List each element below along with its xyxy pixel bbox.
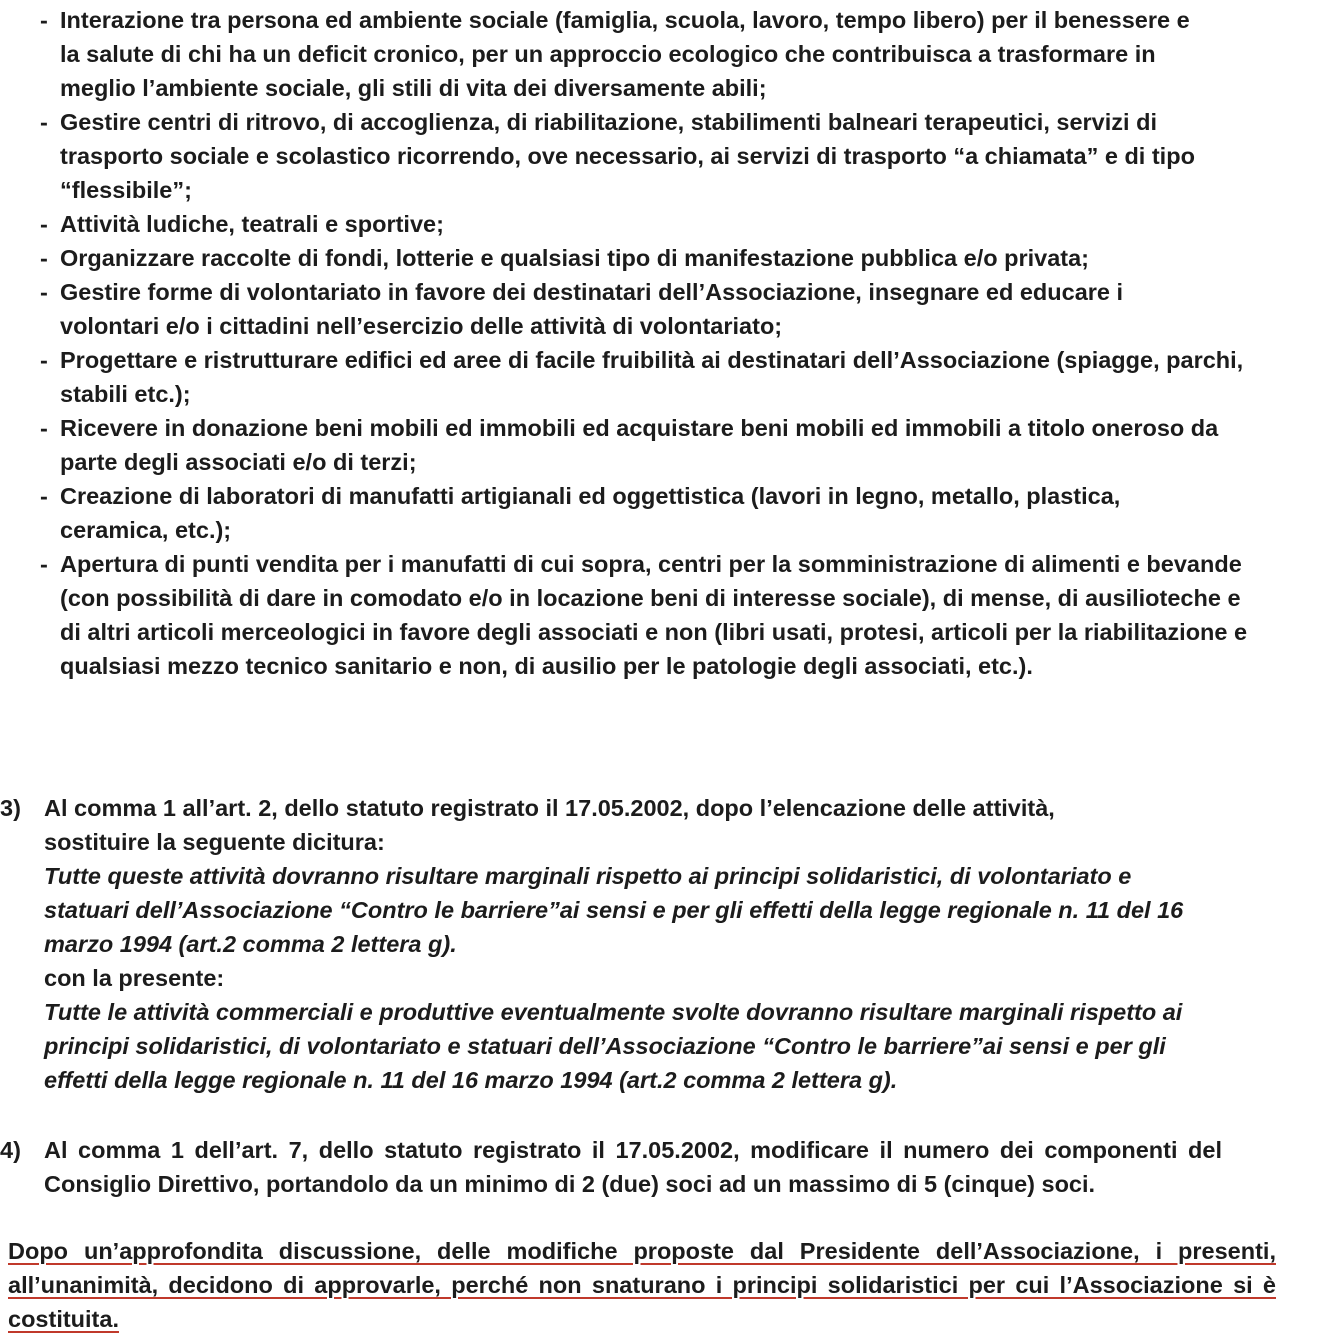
bullet-dash: - (40, 279, 48, 305)
list-item-text: Interazione tra persona ed ambiente sociale (famiglia, scuola, lavoro, tempo libero) per il benessere e la salute di chi ha un deficit cronico, per un approccio ecologico che contribuisca a trasformare in meglio l’ambiente sociale, gli stili di vita dei diversamente abili; (60, 7, 1190, 101)
bullet-dash: - (40, 7, 48, 33)
list-item-text: Progettare e ristrutturare edifici ed aree di facile fruibilità ai destinatari dell’Associazione (spiagge, parchi, stabili etc.); (60, 347, 1244, 407)
list-item-text: Ricevere in donazione beni mobili ed immobili ed acquistare beni mobili ed immobili a titolo oneroso da parte degli associati e/o di terzi; (60, 415, 1219, 475)
list-item (40, 241, 1190, 275)
item-3-intro: Al comma 1 all’art. 2, dello statuto registrato il 17.05.2002, dopo l’elencazione delle attività, sostituire la seguente dicitura: (44, 795, 1055, 855)
item-4-text: Al comma 1 dell’art. 7, dello statuto registrato il 17.05.2002, modificare il numero dei componenti del Consiglio Direttivo, portandolo da un minimo di 2 (due) soci ad un massimo di 5 (cinque) soci. (44, 1137, 1222, 1197)
item-3-new-text: Tutte le attività commerciali e produttive eventualmente svolte dovranno risultare marginali rispetto ai principi solidaristici, di volontariato e statuari dell’Associazione “Contro le barriere”ai sensi e per gli effetti della legge regionale n. 11 del 16 marzo 1994 (art.2 comma 2 lettera g). (44, 999, 1183, 1093)
bullet-dash: - (40, 109, 48, 135)
list-item-text: Organizzare raccolte di fondi, lotterie e qualsiasi tipo di manifestazione pubblica e/o privata; (60, 245, 1089, 271)
list-item-text: Creazione di laboratori di manufatti artigianali ed oggettistica (lavori in legno, metallo, plastica, ceramica, etc.); (60, 483, 1121, 543)
bullet-dash: - (40, 551, 48, 577)
list-item (40, 3, 1210, 105)
bullet-dash: - (40, 415, 48, 441)
list-item (40, 275, 1220, 343)
item-4-number: 4) (0, 1137, 21, 1163)
bullet-dash: - (40, 211, 48, 237)
bullet-dash: - (40, 483, 48, 509)
item-3 (0, 791, 1230, 1097)
item-3-connector: con la presente: (44, 965, 225, 991)
list-item (40, 207, 1240, 241)
bullet-dash: - (40, 347, 48, 373)
list-item (40, 479, 1210, 547)
item-3-old-text: Tutte queste attività dovranno risultare marginali rispetto ai principi solidaristici, di volontariato e statuari dell’Associazione “Contro le barriere”ai sensi e per gli effetti della legge regionale n. 11 del 16 marzo 1994 (art.2 comma 2 lettera g). (44, 863, 1184, 957)
activities-list (40, 3, 1248, 683)
list-item-text: Gestire forme di volontariato in favore dei destinatari dell’Associazione, insegnare ed educare i volontari e/o i cittadini nell’esercizio delle attività di volontariato; (60, 279, 1124, 339)
item-3-number: 3) (0, 795, 21, 821)
list-item-text: Gestire centri di ritrovo, di accoglienza, di riabilitazione, stabilimenti balneari terapeutici, servizi di trasporto sociale e scolastico ricorrendo, ove necessario, ai servizi di trasporto “a chiamata” e di tipo “flessibile”; (60, 109, 1195, 203)
conclusion-paragraph: Dopo un’approfondita discussione, delle modifiche proposte dal Presidente dell’Associazione, i presenti, all’unanimità, decidono di approvarle, perché non snaturano i principi solidaristici per cui l’Associazione si è costituita. (8, 1238, 1276, 1332)
list-item-text: Apertura di punti vendita per i manufatti di cui sopra, centri per la somministrazione di alimenti e bevande (con possibilità di dare in comodato e/o in locazione beni di interesse sociale), di mense, di ausilioteche e di altri articoli merceologici in favore degli associati e non (libri usati, protesi, articoli per la riabilitazione e qualsiasi mezzo tecnico sanitario e non, di ausilio per le patologie degli associati, etc.). (60, 551, 1248, 679)
item-3-body (44, 791, 1184, 1097)
list-item (40, 343, 1260, 411)
list-item-text: Attività ludiche, teatrali e sportive; (60, 211, 444, 237)
list-item (40, 547, 1250, 683)
item-4 (0, 1133, 1230, 1201)
bullet-dash: - (40, 245, 48, 271)
list-item (40, 411, 1220, 479)
list-item (40, 105, 1240, 207)
